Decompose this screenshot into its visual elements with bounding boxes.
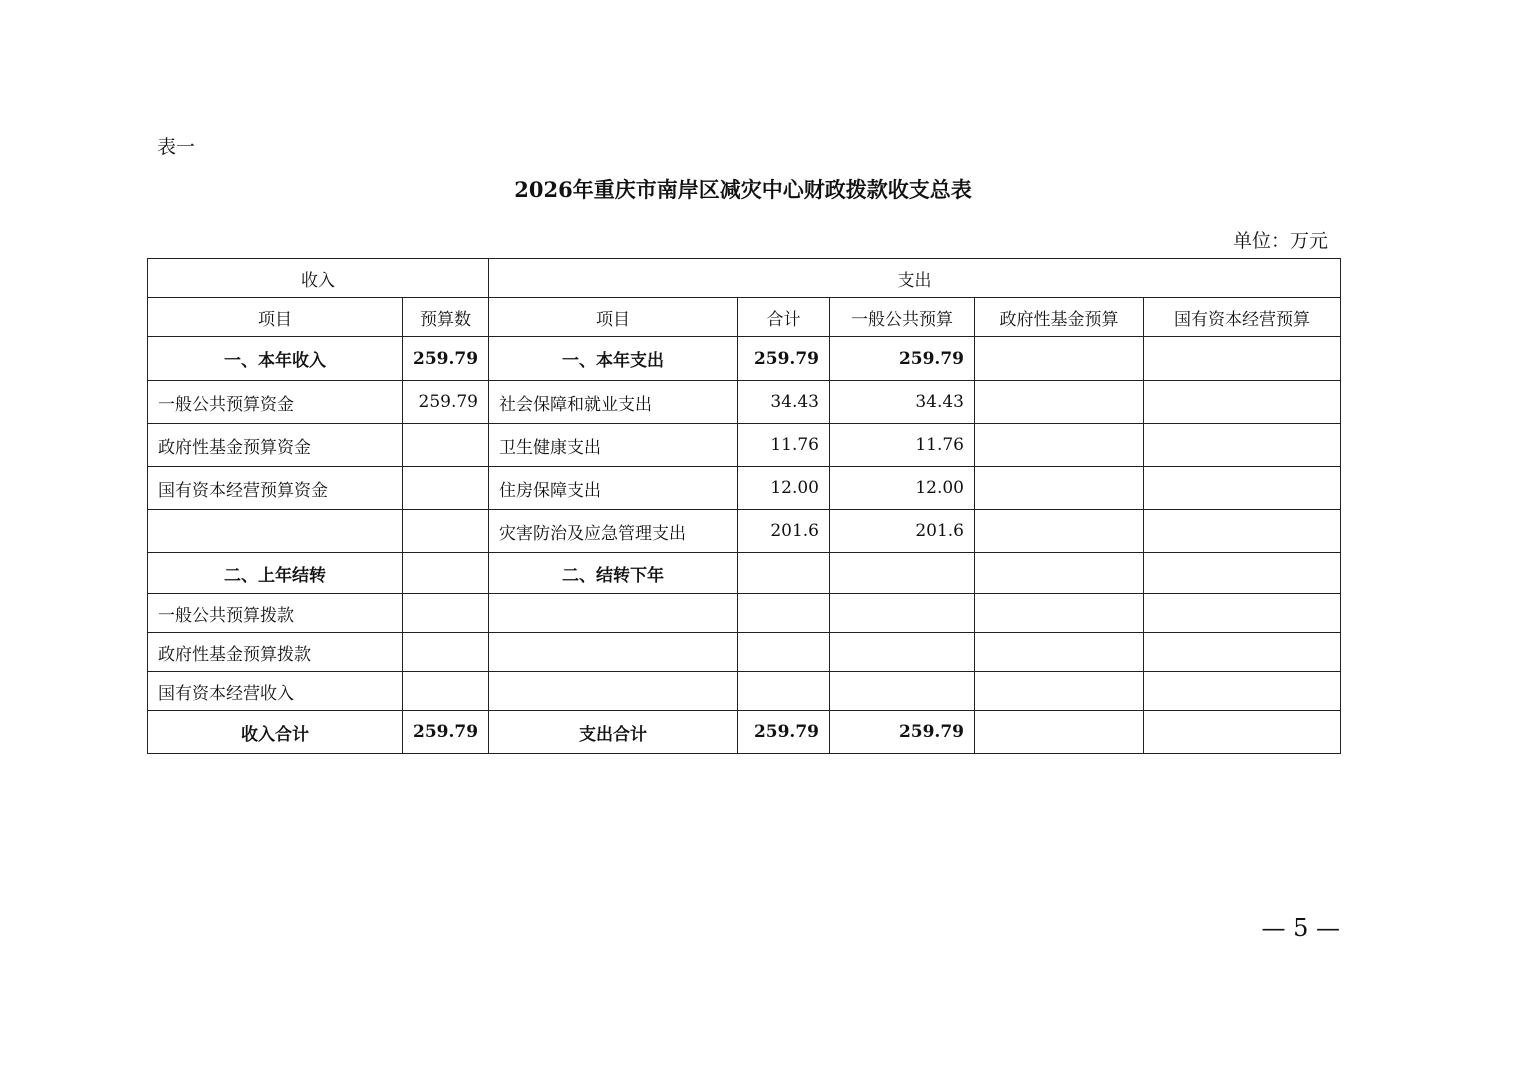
col-income-item: 项目 bbox=[148, 298, 403, 337]
fund-value bbox=[975, 381, 1144, 424]
general-value: 11.76 bbox=[830, 424, 975, 467]
expense-header: 支出 bbox=[489, 259, 1341, 298]
expense-item: 一、本年支出 bbox=[489, 337, 738, 381]
table-row bbox=[148, 633, 1341, 672]
expense-item bbox=[489, 633, 738, 672]
expense-item bbox=[489, 672, 738, 711]
capital-value bbox=[1144, 337, 1341, 381]
general-value: 12.00 bbox=[830, 467, 975, 510]
income-item bbox=[148, 510, 403, 553]
table-row bbox=[148, 553, 1341, 594]
col-capital: 国有资本经营预算 bbox=[1144, 298, 1341, 337]
income-item: 一般公共预算资金 bbox=[148, 381, 403, 424]
income-item: 政府性基金预算拨款 bbox=[148, 633, 403, 672]
table-row bbox=[148, 594, 1341, 633]
capital-value bbox=[1144, 381, 1341, 424]
col-expense-item: 项目 bbox=[489, 298, 738, 337]
budget-value bbox=[403, 510, 489, 553]
fund-value bbox=[975, 594, 1144, 633]
page-number: — 5 — bbox=[1261, 914, 1340, 942]
income-item: 一般公共预算拨款 bbox=[148, 594, 403, 633]
fund-value bbox=[975, 510, 1144, 553]
budget-value: 259.79 bbox=[403, 337, 489, 381]
table-row bbox=[148, 467, 1341, 510]
fund-value bbox=[975, 337, 1144, 381]
budget-table bbox=[147, 258, 1341, 754]
table-label: 表一 bbox=[157, 136, 196, 158]
total-value bbox=[738, 594, 830, 633]
general-value bbox=[830, 553, 975, 594]
fund-value bbox=[975, 424, 1144, 467]
income-item: 一、本年收入 bbox=[148, 337, 403, 381]
budget-value bbox=[403, 633, 489, 672]
budget-value bbox=[403, 553, 489, 594]
table-row bbox=[148, 510, 1341, 553]
unit-label: 单位：万元 bbox=[1232, 230, 1328, 252]
general-value bbox=[830, 594, 975, 633]
total-value bbox=[738, 633, 830, 672]
income-total-label: 收入合计 bbox=[148, 711, 403, 754]
col-budget: 预算数 bbox=[403, 298, 489, 337]
capital-value bbox=[1144, 633, 1341, 672]
capital-value bbox=[1144, 553, 1341, 594]
budget-value bbox=[403, 424, 489, 467]
expense-item bbox=[489, 594, 738, 633]
capital-value bbox=[1144, 467, 1341, 510]
budget-value: 259.79 bbox=[403, 381, 489, 424]
total-value: 34.43 bbox=[738, 381, 830, 424]
general-value: 201.6 bbox=[830, 510, 975, 553]
general-value bbox=[830, 672, 975, 711]
total-value bbox=[738, 553, 830, 594]
budget-value bbox=[403, 467, 489, 510]
fund-value bbox=[975, 633, 1144, 672]
table-row bbox=[148, 424, 1341, 467]
expense-item: 灾害防治及应急管理支出 bbox=[489, 510, 738, 553]
expense-item: 二、结转下年 bbox=[489, 553, 738, 594]
total-value bbox=[738, 672, 830, 711]
general-value: 34.43 bbox=[830, 381, 975, 424]
total-value: 11.76 bbox=[738, 424, 830, 467]
budget-value bbox=[403, 594, 489, 633]
capital-value bbox=[1144, 672, 1341, 711]
general-value: 259.79 bbox=[830, 711, 975, 754]
income-header: 收入 bbox=[148, 259, 489, 298]
header-row-2 bbox=[148, 298, 1341, 337]
general-value: 259.79 bbox=[830, 337, 975, 381]
income-item: 国有资本经营收入 bbox=[148, 672, 403, 711]
col-fund: 政府性基金预算 bbox=[975, 298, 1144, 337]
expense-item: 住房保障支出 bbox=[489, 467, 738, 510]
page-title: 2026年重庆市南岸区减灾中心财政拨款收支总表 bbox=[514, 177, 972, 202]
fund-value bbox=[975, 672, 1144, 711]
fund-value bbox=[975, 467, 1144, 510]
budget-value bbox=[403, 672, 489, 711]
general-value bbox=[830, 633, 975, 672]
capital-value bbox=[1144, 510, 1341, 553]
capital-value bbox=[1144, 711, 1341, 754]
expense-total-label: 支出合计 bbox=[489, 711, 738, 754]
table-row bbox=[148, 337, 1341, 381]
total-value: 12.00 bbox=[738, 467, 830, 510]
header-row-1 bbox=[148, 259, 1341, 298]
expense-item: 卫生健康支出 bbox=[489, 424, 738, 467]
table-row bbox=[148, 672, 1341, 711]
income-item: 二、上年结转 bbox=[148, 553, 403, 594]
budget-value: 259.79 bbox=[403, 711, 489, 754]
fund-value bbox=[975, 711, 1144, 754]
total-value: 259.79 bbox=[738, 711, 830, 754]
fund-value bbox=[975, 553, 1144, 594]
table-row bbox=[148, 381, 1341, 424]
capital-value bbox=[1144, 594, 1341, 633]
totals-row bbox=[148, 711, 1341, 754]
income-item: 国有资本经营预算资金 bbox=[148, 467, 403, 510]
col-general: 一般公共预算 bbox=[830, 298, 975, 337]
total-value: 201.6 bbox=[738, 510, 830, 553]
expense-item: 社会保障和就业支出 bbox=[489, 381, 738, 424]
income-item: 政府性基金预算资金 bbox=[148, 424, 403, 467]
total-value: 259.79 bbox=[738, 337, 830, 381]
capital-value bbox=[1144, 424, 1341, 467]
col-total: 合计 bbox=[738, 298, 830, 337]
